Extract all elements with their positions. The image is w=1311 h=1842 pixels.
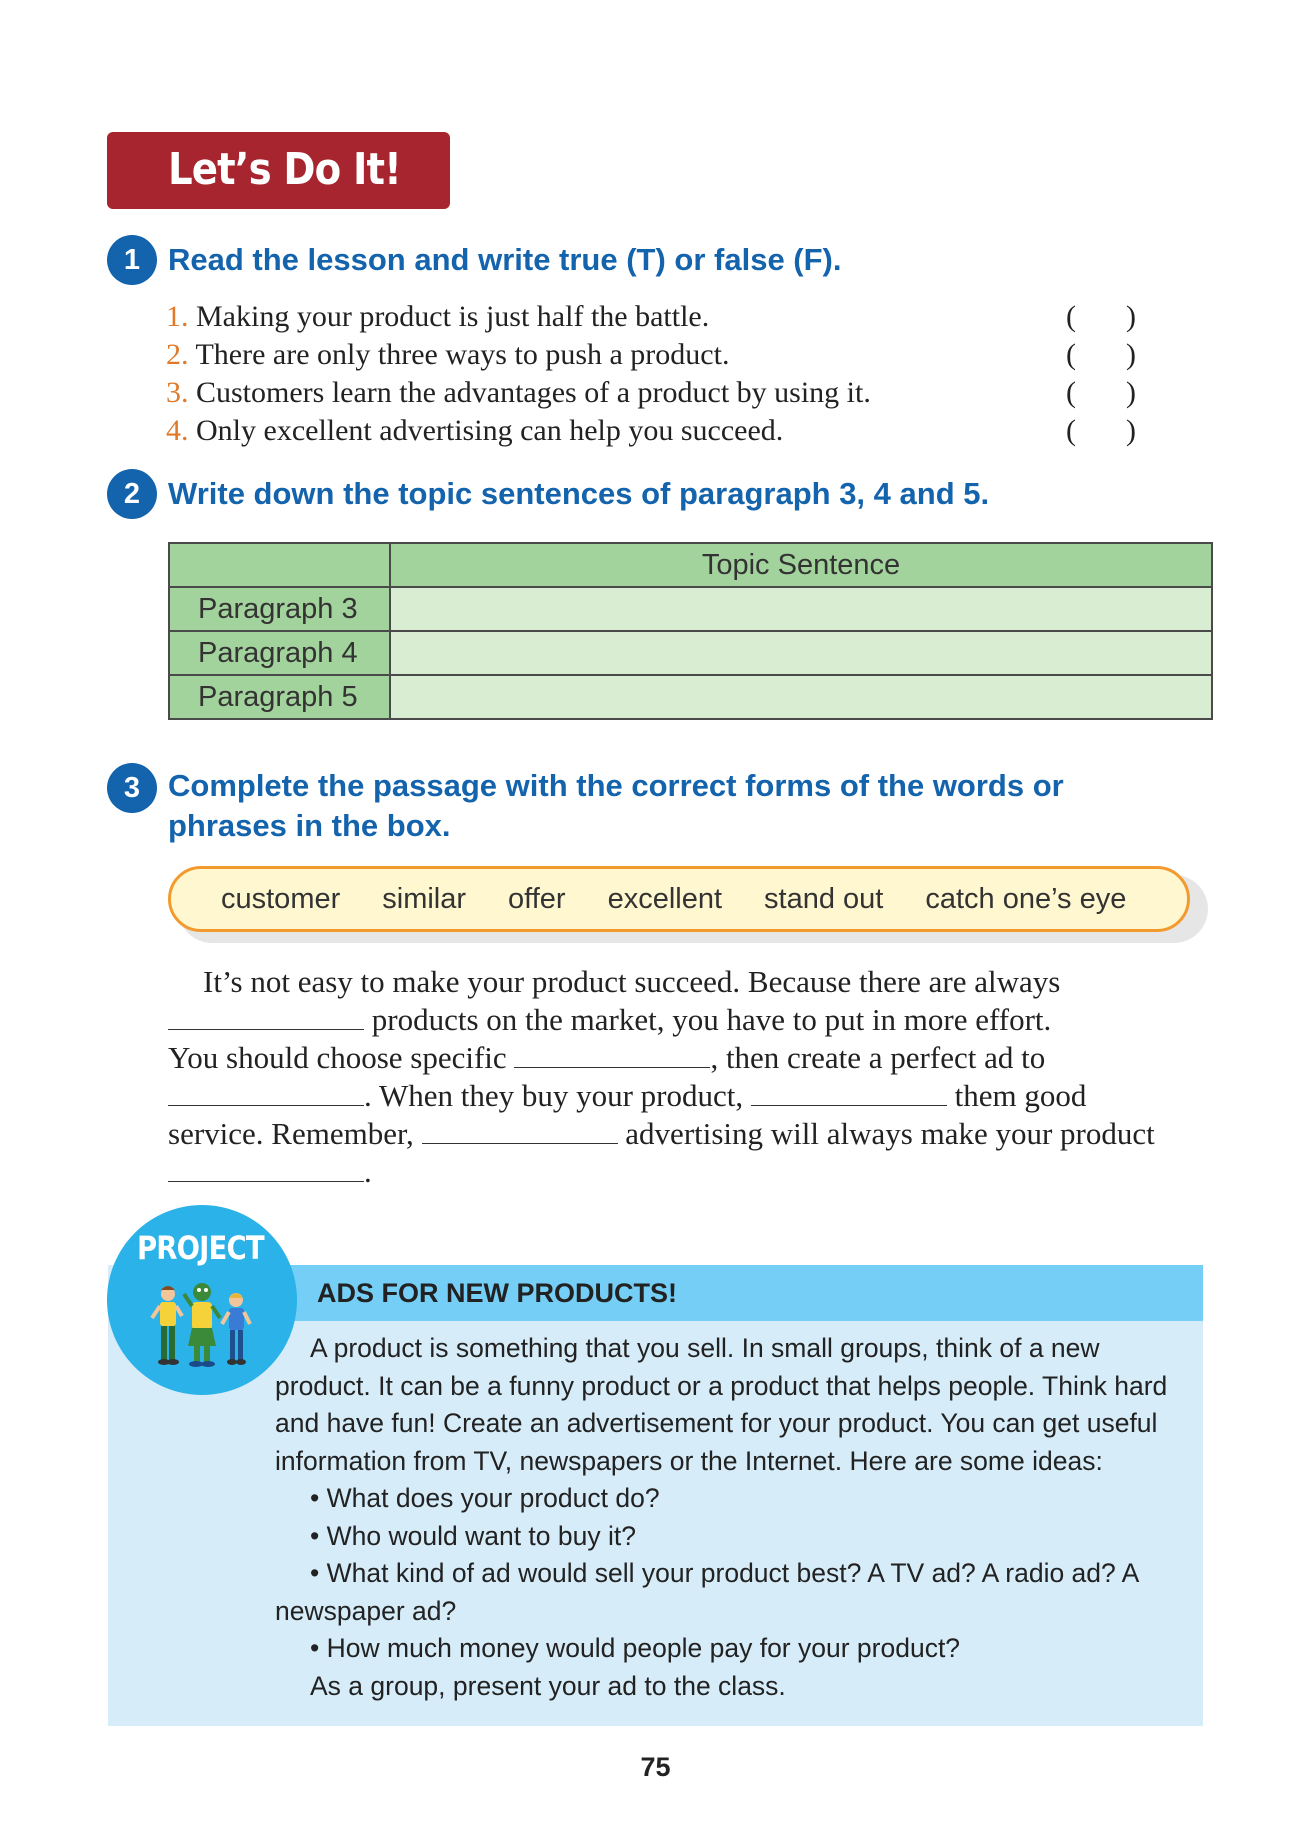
topic-sentence-table xyxy=(168,542,1213,720)
item-number: 2. xyxy=(166,338,189,371)
project-bullet: • What kind of ad would sell your product best? A TV ad? A radio ad? A xyxy=(310,1558,1140,1588)
answer-parentheses[interactable]: ( ) xyxy=(1066,376,1136,409)
answer-blank[interactable] xyxy=(514,1039,710,1068)
item-text: Only excellent advertising can help you succeed. xyxy=(196,414,784,447)
answer-blank[interactable] xyxy=(168,1001,364,1030)
exercise-1-heading: Read the lesson and write true (T) or false (F). xyxy=(168,242,842,277)
fill-in-passage xyxy=(168,963,1208,1191)
topic-sentence-cell[interactable] xyxy=(390,587,1212,631)
item-text: There are only three ways to push a product. xyxy=(195,338,730,371)
item-number: 4. xyxy=(166,414,189,447)
word-option: customer xyxy=(221,882,341,915)
row-label: Paragraph 3 xyxy=(169,587,390,631)
table-header-row xyxy=(169,543,1212,587)
passage-line: It’s not easy to make your product succeed. Because there are always xyxy=(203,964,1061,999)
list-item xyxy=(166,374,1146,412)
topic-sentence-cell[interactable] xyxy=(390,631,1212,675)
table-header-topic-sentence: Topic Sentence xyxy=(390,543,1212,587)
item-number: 3. xyxy=(166,376,189,409)
exercise-2-heading: Write down the topic sentences of paragraph 3, 4 and 5. xyxy=(168,476,990,511)
list-item xyxy=(166,298,1146,336)
passage-line: products on the market, you have to put in more effort. xyxy=(168,1001,1208,1039)
answer-parentheses[interactable]: ( ) xyxy=(1066,300,1136,333)
banner-title: Let’s Do It! xyxy=(168,144,401,195)
project-label: PROJECT xyxy=(137,1229,264,1267)
exercise-3-number: 3 xyxy=(107,763,157,813)
row-label: Paragraph 5 xyxy=(169,675,390,719)
word-option: catch one’s eye xyxy=(925,882,1127,915)
passage-line: . When they buy your product, them good xyxy=(168,1077,1208,1115)
topic-sentence-cell[interactable] xyxy=(390,675,1212,719)
word-option: offer xyxy=(508,882,566,915)
word-option: similar xyxy=(382,882,467,915)
list-item xyxy=(166,336,1146,374)
answer-parentheses[interactable]: ( ) xyxy=(1066,338,1136,371)
table-row xyxy=(169,675,1212,719)
project-bullet-continuation: newspaper ad? xyxy=(275,1595,457,1626)
kids-illustration-icon xyxy=(150,1280,260,1380)
project-paragraph-line: A product is something that you sell. In small groups, think of a new xyxy=(310,1333,1100,1363)
word-option: stand out xyxy=(764,882,884,915)
exercise-1-number: 1 xyxy=(107,235,157,285)
exercise-3-heading: Complete the passage with the correct forms of the words or phrases in the box. xyxy=(168,768,1064,843)
answer-parentheses[interactable]: ( ) xyxy=(1066,414,1136,447)
answer-blank[interactable] xyxy=(168,1077,364,1106)
answer-blank[interactable] xyxy=(751,1077,947,1106)
passage-line: You should choose specific , then create a perfect ad to xyxy=(168,1040,1046,1075)
table-header-empty xyxy=(169,543,390,587)
passage-line: . xyxy=(168,1153,1208,1191)
exercise-2-number: 2 xyxy=(107,469,157,519)
project-bullet: • Who would want to buy it? xyxy=(310,1520,636,1551)
page-number: 75 xyxy=(640,1752,671,1782)
table-row xyxy=(169,587,1212,631)
project-closing: As a group, present your ad to the class. xyxy=(310,1670,786,1701)
item-text: Customers learn the advantages of a product by using it. xyxy=(196,376,871,409)
row-label: Paragraph 4 xyxy=(169,631,390,675)
project-paragraph-line: product. It can be a funny product or a product that helps people. Think hard xyxy=(275,1370,1168,1401)
passage-line: service. Remember, advertising will always make your product xyxy=(168,1116,1155,1151)
item-number: 1. xyxy=(166,300,189,333)
project-body xyxy=(275,1330,1205,1705)
list-item xyxy=(166,412,1146,450)
word-box xyxy=(168,866,1190,932)
project-bullet: • How much money would people pay for your product? xyxy=(310,1633,961,1663)
item-text: Making your product is just half the battle. xyxy=(196,300,710,333)
project-title: ADS FOR NEW PRODUCTS! xyxy=(317,1278,677,1308)
project-paragraph-line: and have fun! Create an advertisement for your product. You can get useful xyxy=(275,1408,1158,1438)
project-bullet: • What does your product do? xyxy=(310,1483,660,1513)
project-paragraph-line: information from TV, newspapers or the Internet. Here are some ideas: xyxy=(275,1445,1103,1476)
true-false-list xyxy=(166,298,1146,450)
word-option: excellent xyxy=(607,882,723,915)
answer-blank[interactable] xyxy=(168,1153,364,1182)
answer-blank[interactable] xyxy=(422,1115,618,1144)
table-row xyxy=(169,631,1212,675)
